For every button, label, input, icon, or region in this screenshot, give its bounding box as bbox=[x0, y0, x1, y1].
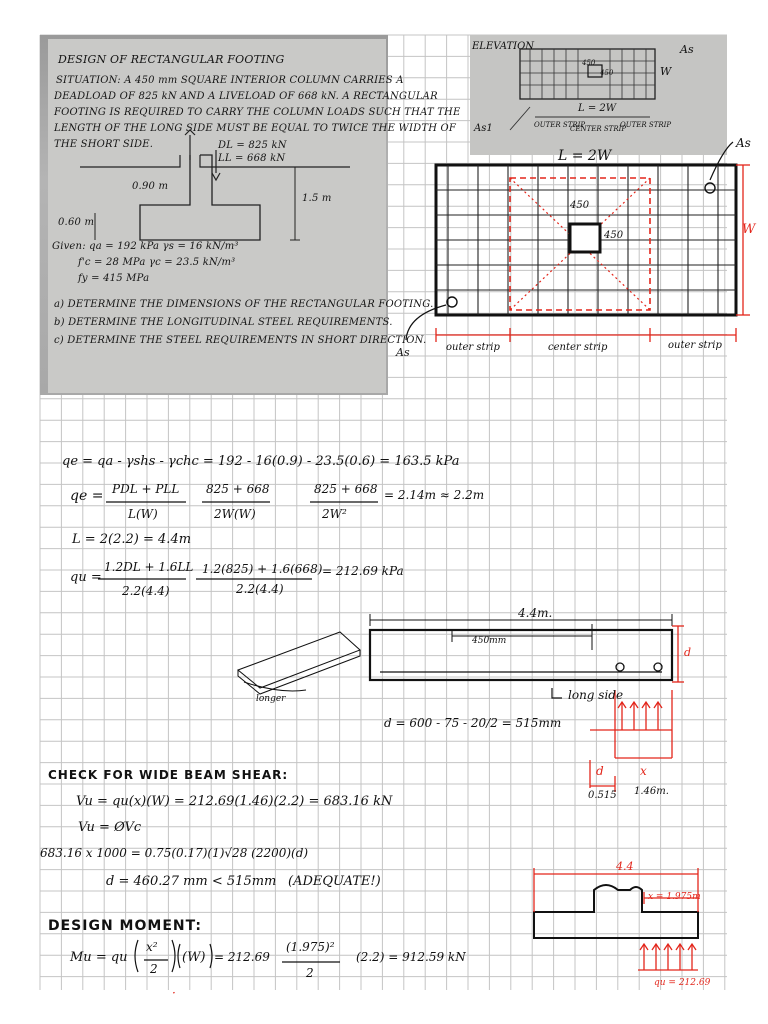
ll-label: LL = 668 kN bbox=[218, 153, 286, 164]
plan-col-h-label: 450 bbox=[604, 230, 624, 241]
qe-line: qe = qa - γshs - γchc = 192 - 16(0.9) - 23.5(0.6) = 163.5 kPa bbox=[62, 454, 460, 469]
situation-line-3: FOOTING IS REQUIRED TO CARRY THE COLUMN LOADS SUCH THAT THE bbox=[54, 107, 461, 118]
elevation-label: ELEVATION bbox=[472, 41, 535, 52]
depth-15-label: 1.5 m bbox=[302, 193, 332, 204]
moment-sketch bbox=[520, 860, 768, 1000]
qe-result: = 2.14m ≈ 2.2m bbox=[384, 488, 485, 502]
x-small-label: x bbox=[640, 764, 647, 778]
moment-frac1-num: x² bbox=[146, 940, 158, 954]
section-length-label: 4.4m. bbox=[518, 606, 553, 620]
plan-col-w-label: 450 bbox=[570, 200, 590, 211]
longer-label: longer bbox=[256, 694, 286, 704]
qu-frac2-den: 2.2(4.4) bbox=[236, 582, 284, 596]
given-line-1: Given: qa = 192 kPa γs = 16 kN/m³ bbox=[52, 241, 239, 252]
w-label-photo: W bbox=[660, 65, 672, 78]
moment-w-term: (W) bbox=[182, 950, 206, 965]
moment-frac2-num: (1.975)² bbox=[286, 940, 335, 954]
shear-line-4: d = 460.27 mm < 515mm bbox=[106, 874, 277, 889]
plan-as-bottom-label: As bbox=[396, 346, 410, 359]
situation-line-2: DEADLOAD OF 825 kN AND A LIVELOAD OF 668 kN. A RECTANGULAR bbox=[54, 91, 438, 102]
l-label-photo: L = 2W bbox=[578, 103, 617, 114]
depth-060-label: 0.60 m bbox=[58, 217, 95, 228]
d-small-label: d bbox=[596, 764, 604, 778]
outer-strip-right-label: outer strip bbox=[668, 340, 722, 351]
strip-label-photo-1: OUTER STRIP bbox=[534, 121, 586, 129]
l-line: L = 2(2.2) = 4.4m bbox=[72, 532, 192, 547]
given-line-3: fy = 415 MPa bbox=[78, 273, 150, 284]
qe-frac3-num: 825 + 668 bbox=[314, 482, 378, 496]
moment-small-mark: · bbox=[172, 986, 176, 1000]
qu-result: = 212.69 kPa bbox=[322, 564, 404, 578]
qe-eq-lhs: qe = bbox=[70, 488, 104, 504]
moment-sketch-x-label: x = 1.975m bbox=[648, 892, 701, 902]
moment-heading: DESIGN MOMENT: bbox=[48, 918, 202, 934]
depth-090-label: 0.90 m bbox=[132, 181, 169, 192]
plan-length-label: L = 2W bbox=[558, 148, 612, 164]
plan-as-top-label: As bbox=[736, 136, 751, 150]
moment-frac1-den: 2 bbox=[150, 962, 158, 976]
dl-label: DL = 825 kN bbox=[218, 140, 287, 151]
strip-label-photo-3: OUTER STRIP bbox=[620, 121, 672, 129]
shear-line-2: Vu = ØVc bbox=[78, 820, 142, 835]
as1-label-photo: As1 bbox=[474, 123, 493, 134]
d-formula: d = 600 - 75 - 20/2 = 515mm bbox=[384, 716, 562, 730]
situation-line-5: THE SHORT SIDE. bbox=[54, 139, 154, 150]
qe-frac2-num: 825 + 668 bbox=[206, 482, 270, 496]
inner-label-photo-2: 450 bbox=[600, 69, 614, 77]
qu-frac1-den: 2.2(4.4) bbox=[122, 584, 170, 598]
problem-title: DESIGN OF RECTANGULAR FOOTING bbox=[58, 53, 285, 66]
d-value-label: 0.515 bbox=[588, 790, 617, 801]
moment-frac2-den: 2 bbox=[306, 966, 314, 980]
task-c: c) DETERMINE THE STEEL REQUIREMENTS IN SHORT DIRECTION. bbox=[54, 335, 427, 346]
qu-lhs: qu = bbox=[70, 570, 102, 585]
long-side-label: long side bbox=[568, 688, 624, 702]
moment-sketch-length: 4.4 bbox=[616, 860, 634, 873]
strip-label-photo-2: CENTER STRIP bbox=[570, 125, 627, 133]
moment-sketch-qu-label: qu = 212.69 bbox=[654, 978, 711, 988]
task-b: b) DETERMINE THE LONGITUDINAL STEEL REQUIREMENTS. bbox=[54, 317, 393, 328]
outer-strip-left-label: outer strip bbox=[446, 342, 500, 353]
section-d-label: d bbox=[684, 646, 692, 659]
moment-lhs: Mu = qu bbox=[70, 950, 128, 965]
task-a: a) DETERMINE THE DIMENSIONS OF THE RECTANGULAR FOOTING. bbox=[54, 299, 434, 310]
section-col-label: 450mm bbox=[472, 636, 507, 646]
adequate-label: (ADEQUATE!) bbox=[288, 874, 381, 889]
qe-frac2-den: 2W(W) bbox=[214, 507, 256, 521]
situation-line-1: SITUATION: A 450 mm SQUARE INTERIOR COLUMN CARRIES A bbox=[56, 75, 404, 86]
shear-line-1: Vu = qu(x)(W) = 212.69(1.46)(2.2) = 683.16 kN bbox=[76, 794, 393, 809]
qe-frac1-num: PDL + PLL bbox=[112, 482, 180, 496]
situation-line-4: LENGTH OF THE LONG SIDE MUST BE EQUAL TO TWICE THE WIDTH OF bbox=[54, 123, 457, 134]
shear-heading: CHECK FOR WIDE BEAM SHEAR: bbox=[48, 768, 289, 782]
moment-equals: = 212.69 bbox=[214, 950, 270, 964]
qe-frac1-den: L(W) bbox=[128, 507, 158, 521]
qu-frac2-num: 1.2(825) + 1.6(668) bbox=[202, 562, 323, 576]
center-strip-label: center strip bbox=[548, 342, 608, 353]
x-value-label: 1.46m. bbox=[634, 786, 669, 797]
given-line-2: f'c = 28 MPa γc = 23.5 kN/m³ bbox=[78, 257, 236, 268]
as-label-photo: As bbox=[680, 43, 694, 56]
shear-line-3: 683.16 x 1000 = 0.75(0.17)(1)√28 (2200)(d) bbox=[40, 846, 309, 860]
qe-frac3-den: 2W² bbox=[322, 507, 347, 521]
plan-width-label: W bbox=[742, 222, 756, 237]
inner-label-photo: 450 bbox=[582, 59, 596, 67]
qu-frac1-num: 1.2DL + 1.6LL bbox=[104, 560, 194, 574]
moment-rest: (2.2) = 912.59 kN bbox=[356, 950, 466, 964]
